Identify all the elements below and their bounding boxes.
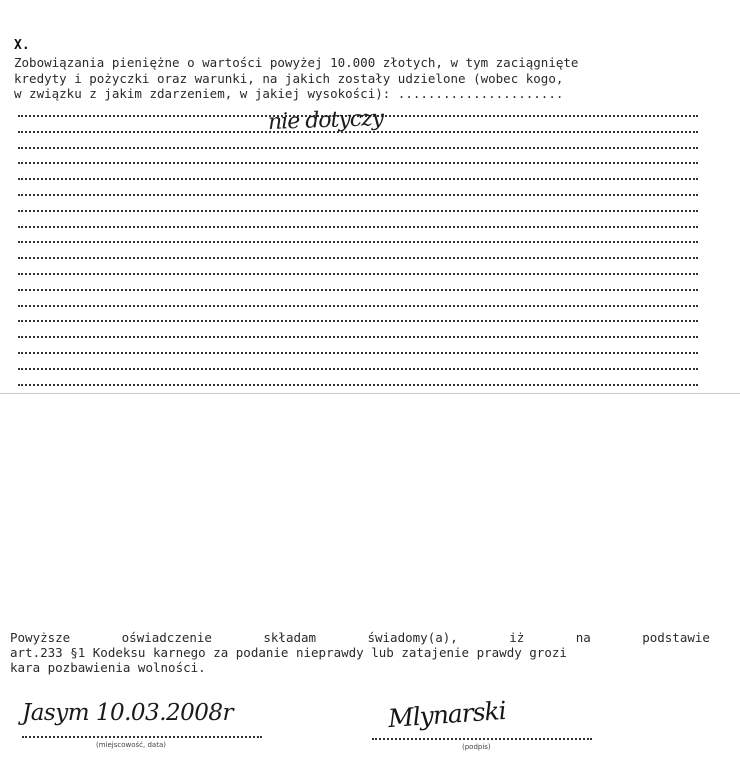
question-line: Zobowiązania pieniężne o wartości powyżej 10.000 złotych, w tym zaciągnięte	[14, 55, 579, 70]
declaration-word: iż	[509, 630, 525, 645]
dotted-answer-line	[18, 352, 698, 354]
question-line: kredyty i pożyczki oraz warunki, na jakich zostały udzielone (wobec kogo,	[14, 70, 564, 86]
dotted-answer-line	[18, 368, 698, 370]
place-date-dotted-line	[22, 736, 262, 738]
dotted-answer-line	[18, 320, 698, 322]
dotted-answer-line	[18, 305, 698, 307]
signature-dotted-line	[372, 738, 592, 740]
dotted-answer-line	[18, 178, 698, 180]
dotted-answer-line	[18, 162, 698, 164]
declaration-statement	[10, 630, 710, 675]
declaration-word: świadomy(a),	[367, 630, 458, 645]
dotted-answer-line	[18, 336, 698, 338]
dotted-answer-line	[18, 194, 698, 196]
dotted-answer-line	[18, 273, 698, 275]
dotted-answer-line	[18, 289, 698, 291]
question-text	[14, 55, 719, 102]
declaration-word: oświadczenie	[121, 630, 212, 645]
declaration-word: na	[575, 630, 591, 645]
dotted-answer-line	[18, 210, 698, 212]
page-fold-line	[0, 393, 740, 394]
dotted-answer-line	[18, 241, 698, 243]
declaration-word: Powyższe	[10, 630, 71, 645]
question-line: w związku z jakim zdarzeniem, w jakiej wysokości): ......................	[14, 86, 564, 101]
declaration-word: składam	[263, 630, 317, 645]
declaration-line-3: kara pozbawienia wolności.	[10, 660, 206, 675]
declaration-line-2: art.233 §1 Kodeksu karnego za podanie nieprawdy lub zatajenie prawdy grozi	[10, 645, 567, 660]
dotted-answer-line	[18, 257, 698, 259]
dotted-answer-line	[18, 147, 698, 149]
handwritten-place-date: Jasym 10.03.2008r	[22, 700, 234, 726]
place-date-caption: (miejscowość, data)	[96, 741, 166, 749]
declaration-word: podstawie	[642, 630, 710, 645]
dotted-answer-line	[18, 226, 698, 228]
dotted-answer-line	[18, 384, 698, 386]
handwritten-answer: nie dotyczy	[267, 105, 384, 136]
declaration-line-1	[10, 630, 710, 645]
handwritten-signature: Mlynarski	[387, 695, 507, 734]
section-number: X.	[14, 38, 30, 53]
signature-caption: (podpis)	[462, 743, 491, 751]
